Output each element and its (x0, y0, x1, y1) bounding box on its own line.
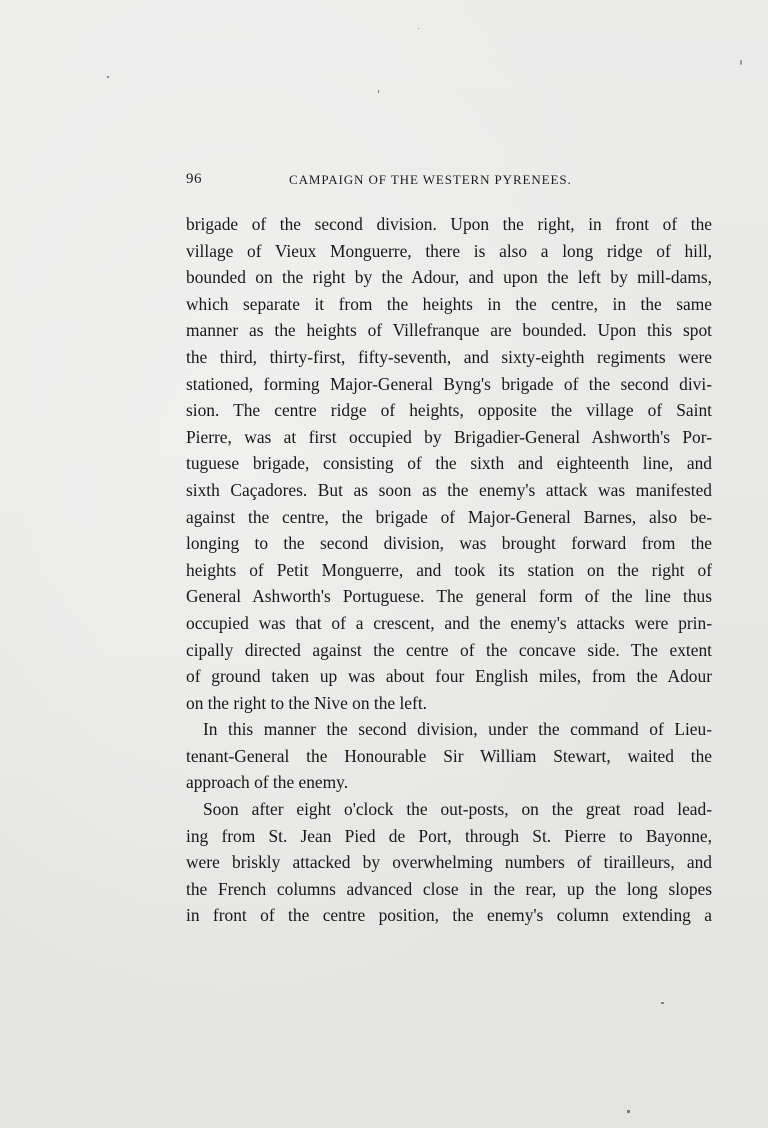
paragraph-end-line: on the right to the Nive on the left. (186, 692, 427, 713)
running-title: CAMPAIGN OF THE WESTERN PYRENEES. (289, 172, 572, 187)
text-line: village of Vieux Monguerre, there is also a long ridge of hill, (186, 240, 712, 261)
text-line: the third, thirty-first, fifty-seventh, and sixty-eighth regiments were (186, 346, 712, 367)
text-line: Pierre, was at first occupied by Brigadier-General Ashworth's Por- (186, 426, 712, 447)
text-line: longing to the second division, was brought forward from the (186, 533, 712, 554)
page-header (186, 171, 698, 193)
text-line: bounded on the right by the Adour, and upon the left by mill-dams, (186, 267, 712, 288)
text-line: ing from St. Jean Pied de Port, through St. Pierre to Bayonne, (186, 825, 712, 846)
text-line: were briskly attacked by overwhelming numbers of tirailleurs, and (186, 852, 712, 873)
text-line: General Ashworth's Portuguese. The general form of the line thus (186, 586, 712, 607)
text-line: tenant-General the Honourable Sir William Stewart, waited the (186, 745, 712, 766)
text-line: heights of Petit Monguerre, and took its station on the right of (186, 559, 712, 580)
paragraph-end-line: approach of the enemy. (186, 772, 349, 793)
text-line: brigade of the second division. Upon the right, in front of the (186, 214, 712, 234)
paragraph-start-line: In this manner the second division, under the command of Lieu- (203, 719, 712, 740)
text-line: occupied was that of a crescent, and the enemy's attacks were prin- (186, 612, 712, 633)
paper-speck (418, 28, 419, 29)
paper-speck (627, 1110, 630, 1113)
text-line: manner as the heights of Villefranque are bounded. Upon this spot (186, 320, 712, 341)
paper-speck (740, 60, 742, 65)
text-line: in front of the centre position, the enemy's column extending a (186, 905, 712, 926)
paper-speck (378, 90, 379, 93)
page-number: 96 (186, 171, 202, 187)
text-line: against the centre, the brigade of Major-General Barnes, also be- (186, 506, 712, 527)
text-line: cipally directed against the centre of the concave side. The extent (186, 639, 712, 660)
text-line: the French columns advanced close in the rear, up the long slopes (186, 878, 712, 899)
body-text (186, 211, 712, 929)
paper-speck (107, 76, 109, 78)
text-line: which separate it from the heights in the centre, in the same (186, 293, 712, 314)
text-line: tuguese brigade, consisting of the sixth and eighteenth line, and (186, 453, 712, 474)
paragraph-start-line: Soon after eight o'clock the out-posts, on the great road lead- (203, 799, 712, 820)
text-line: sixth Caçadores. But as soon as the enemy's attack was manifested (186, 479, 712, 500)
text-line: sion. The centre ridge of heights, opposite the village of Saint (186, 400, 712, 421)
text-line: stationed, forming Major-General Byng's brigade of the second divi- (186, 373, 712, 394)
paper-speck (661, 1002, 664, 1004)
text-line: of ground taken up was about four English miles, from the Adour (186, 666, 712, 687)
